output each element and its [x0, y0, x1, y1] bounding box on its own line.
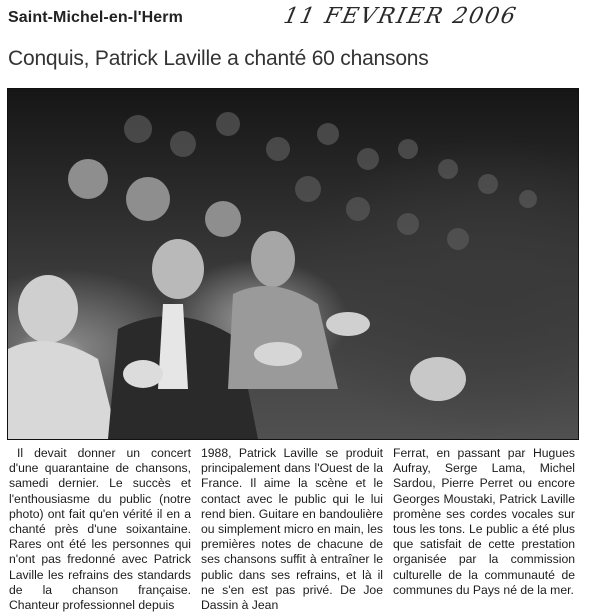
article-photo	[7, 88, 579, 440]
article-column-1: Il devait donner un concert d'une quarantaine de chansons, samedi dernier. Le succès et l'enthousiasme du public (notre photo) ont fait qu'en vérité il en a chanté près d'une soixantaine. Rares ont été les personnes qui n'ont pas fredonné avec Patrick Laville les refrains des standards de la chanson française. Chanteur professionnel depuis	[9, 446, 191, 613]
article-column-2: 1988, Patrick Laville se produit principalement dans l'Ouest de la France. Il aime la scène et le contact avec le public qui le lui rend bien. Guitare en bandoulière ou simplement micro en main, les premières notes de chacune de ses chansons suffit à entraîner le public dans ses refrains, et là il ne s'en est pas privé. De Joe Dassin à Jean	[201, 446, 383, 613]
location-heading: Saint-Michel-en-l'Herm	[8, 9, 183, 26]
handwritten-date: 11 FEVRIER 2006	[281, 4, 520, 29]
photo-illustration	[8, 89, 578, 439]
article-column-3: Ferrat, en passant par Hugues Aufray, Serge Lama, Michel Sardou, Pierre Perret ou encore Georges Moustaki, Patrick Laville promène ses cordes vocales sur tous les tons. Le public a été plus que satisfait de cette prestation organisée par la commission culturelle de la communauté de communes du Pays né de la mer.	[393, 446, 575, 597]
article-headline: Conquis, Patrick Laville a chanté 60 chansons	[8, 47, 429, 70]
